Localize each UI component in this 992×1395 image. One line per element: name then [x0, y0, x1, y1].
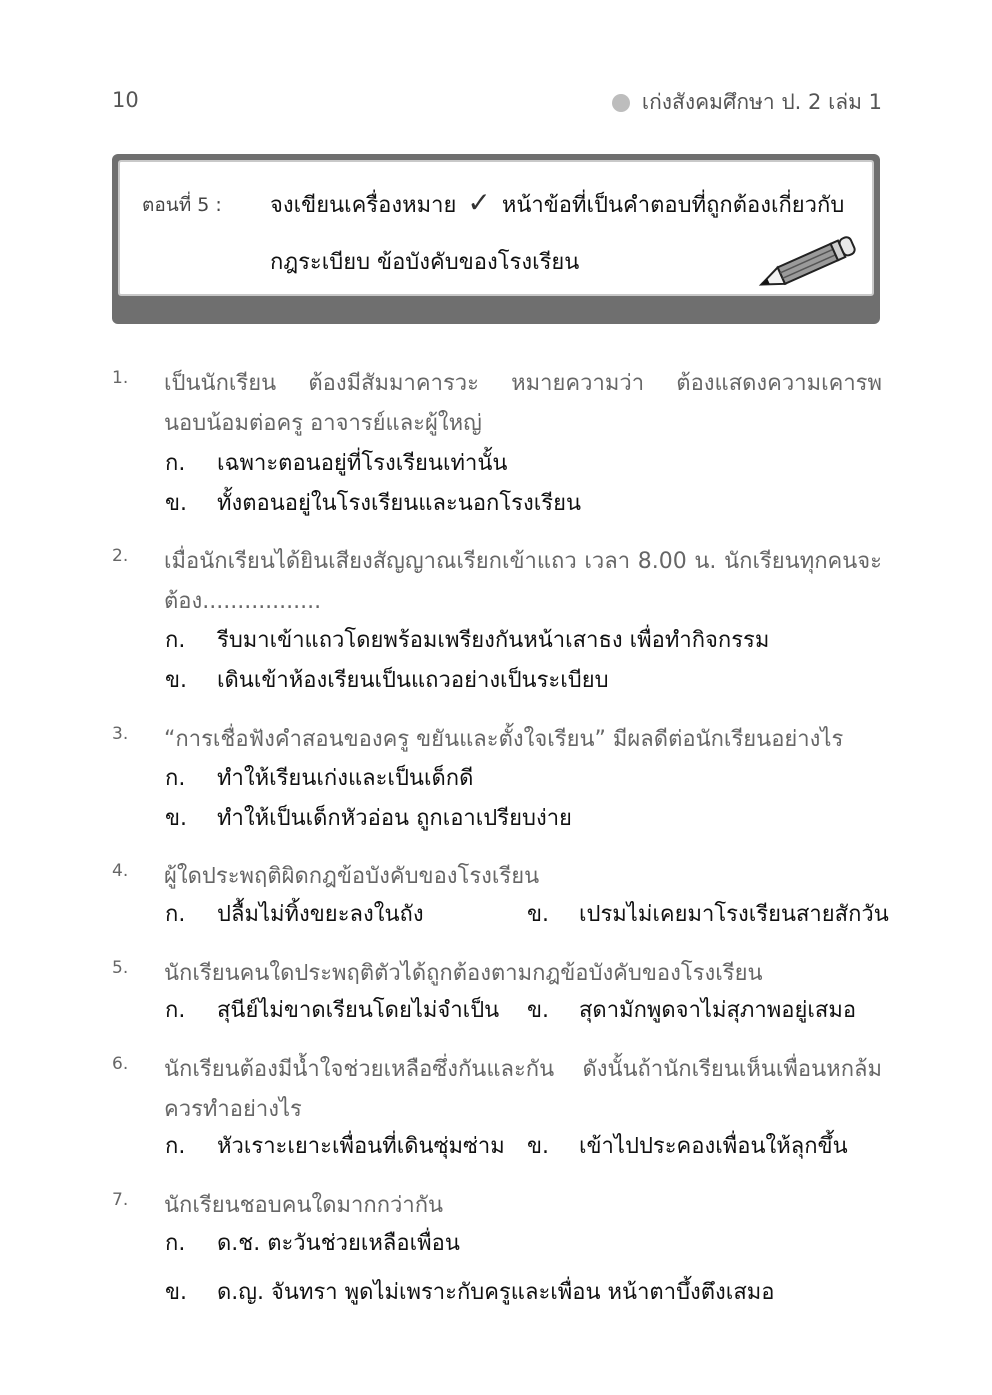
option-text: รีบมาเข้าแถวโดยพร้อมเพรียงกันหน้าเสาธง เพื่อทำกิจกรรม — [217, 628, 770, 653]
bullet-dot-icon — [612, 94, 630, 112]
option-label: ข. — [165, 491, 188, 516]
check-mark-icon: ✓ — [467, 186, 491, 219]
option-label: ข. — [527, 1134, 550, 1159]
question-text: เป็นนักเรียน ต้องมีสัมมาคารวะ หมายความว่า ต้องแสดงความเคารพนอบน้อมต่อครู อาจารย์และผู้ใหญ่ — [164, 371, 882, 436]
question-text: เมื่อนักเรียนได้ยินเสียงสัญญาณเรียกเข้าแถว เวลา 8.00 น. นักเรียนทุกคนจะต้อง................. — [164, 549, 882, 614]
option-a[interactable] — [165, 896, 424, 931]
option-text: เปรมไม่เคยมาโรงเรียนสายสักวัน — [579, 902, 889, 927]
option-a[interactable] — [165, 1128, 505, 1163]
option-label: ก. — [165, 1231, 186, 1256]
option-text: ทำให้เป็นเด็กหัวอ่อน ถูกเอาเปรียบง่าย — [217, 806, 572, 831]
option-b[interactable] — [527, 896, 889, 931]
instruction-text-before: จงเขียนเครื่องหมาย — [270, 193, 457, 218]
question-number: 4. — [112, 861, 129, 881]
option-a[interactable] — [165, 760, 473, 795]
option-text: เฉพาะตอนอยู่ที่โรงเรียนเท่านั้น — [217, 451, 508, 476]
instruction-panel — [118, 160, 874, 296]
option-a[interactable] — [165, 622, 769, 657]
page-number: 10 — [112, 88, 139, 112]
option-text: หัวเราะเยาะเพื่อนที่เดินซุ่มซ่าม — [217, 1134, 505, 1159]
option-b[interactable] — [527, 1128, 848, 1163]
option-b[interactable] — [527, 992, 856, 1027]
option-text: ทั้งตอนอยู่ในโรงเรียนและนอกโรงเรียน — [217, 491, 581, 516]
option-text: เข้าไปประคองเพื่อนให้ลุกขึ้น — [579, 1134, 848, 1159]
option-text: ด.ช. ตะวันช่วยเหลือเพื่อน — [217, 1231, 460, 1256]
question-number: 7. — [112, 1190, 129, 1210]
option-label: ก. — [165, 766, 186, 791]
option-a[interactable] — [165, 1225, 460, 1260]
option-label: ข. — [165, 668, 188, 693]
option-b[interactable] — [165, 485, 581, 520]
question-number: 1. — [112, 368, 129, 388]
option-a[interactable] — [165, 992, 499, 1027]
question-text: นักเรียนต้องมีน้ำใจช่วยเหลือซึ่งกันและกัน ดังนั้นถ้านักเรียนเห็นเพื่อนหกล้มควรทำอย่างไร — [164, 1057, 882, 1122]
instruction-box — [112, 154, 880, 324]
option-b[interactable] — [165, 662, 609, 697]
instruction-label: ตอนที่ 5 : — [142, 194, 222, 216]
option-label: ข. — [527, 902, 550, 927]
option-label: ก. — [165, 628, 186, 653]
question-text: “การเชื่อฟังคำสอนของครู ขยันและตั้งใจเรียน” มีผลดีต่อนักเรียนอย่างไร — [164, 727, 844, 752]
question-text: นักเรียนคนใดประพฤติตัวได้ถูกต้องตามกฎข้อบังคับของโรงเรียน — [164, 961, 763, 986]
option-label: ก. — [165, 451, 186, 476]
instruction-text-after: หน้าข้อที่เป็นคำตอบที่ถูกต้องเกี่ยวกับ — [501, 193, 845, 218]
pencil-icon — [752, 234, 862, 290]
option-label: ก. — [165, 998, 186, 1023]
option-label: ข. — [527, 998, 550, 1023]
question-number: 5. — [112, 958, 129, 978]
option-b[interactable] — [165, 1274, 774, 1309]
question-number: 6. — [112, 1054, 129, 1074]
question-number: 2. — [112, 546, 129, 566]
option-label: ข. — [165, 806, 188, 831]
option-text: ด.ญ. จันทรา พูดไม่เพราะกับครูและเพื่อน หน้าตาบึ้งตึงเสมอ — [217, 1280, 775, 1305]
instruction-line-1 — [270, 186, 844, 222]
question-text: ผู้ใดประพฤติผิดกฎข้อบังคับของโรงเรียน — [164, 864, 540, 889]
option-text: เดินเข้าห้องเรียนเป็นแถวอย่างเป็นระเบียบ — [217, 668, 609, 693]
option-a[interactable] — [165, 445, 507, 480]
running-header — [612, 86, 882, 119]
option-text: สุนีย์ไม่ขาดเรียนโดยไม่จำเป็น — [217, 998, 500, 1023]
instruction-line-2: กฎระเบียบ ข้อบังคับของโรงเรียน — [270, 250, 580, 275]
option-label: ก. — [165, 902, 186, 927]
question-number: 3. — [112, 724, 129, 744]
option-label: ก. — [165, 1134, 186, 1159]
option-text: สุดามักพูดจาไม่สุภาพอยู่เสมอ — [579, 998, 857, 1023]
book-title: เก่งสังคมศึกษา ป. 2 เล่ม 1 — [641, 90, 882, 114]
question-text: นักเรียนชอบคนใดมากกว่ากัน — [164, 1193, 444, 1218]
option-text: ทำให้เรียนเก่งและเป็นเด็กดี — [217, 766, 474, 791]
option-label: ข. — [165, 1280, 188, 1305]
option-b[interactable] — [165, 800, 572, 835]
option-text: ปลื้มไม่ทิ้งขยะลงในถัง — [217, 902, 424, 927]
